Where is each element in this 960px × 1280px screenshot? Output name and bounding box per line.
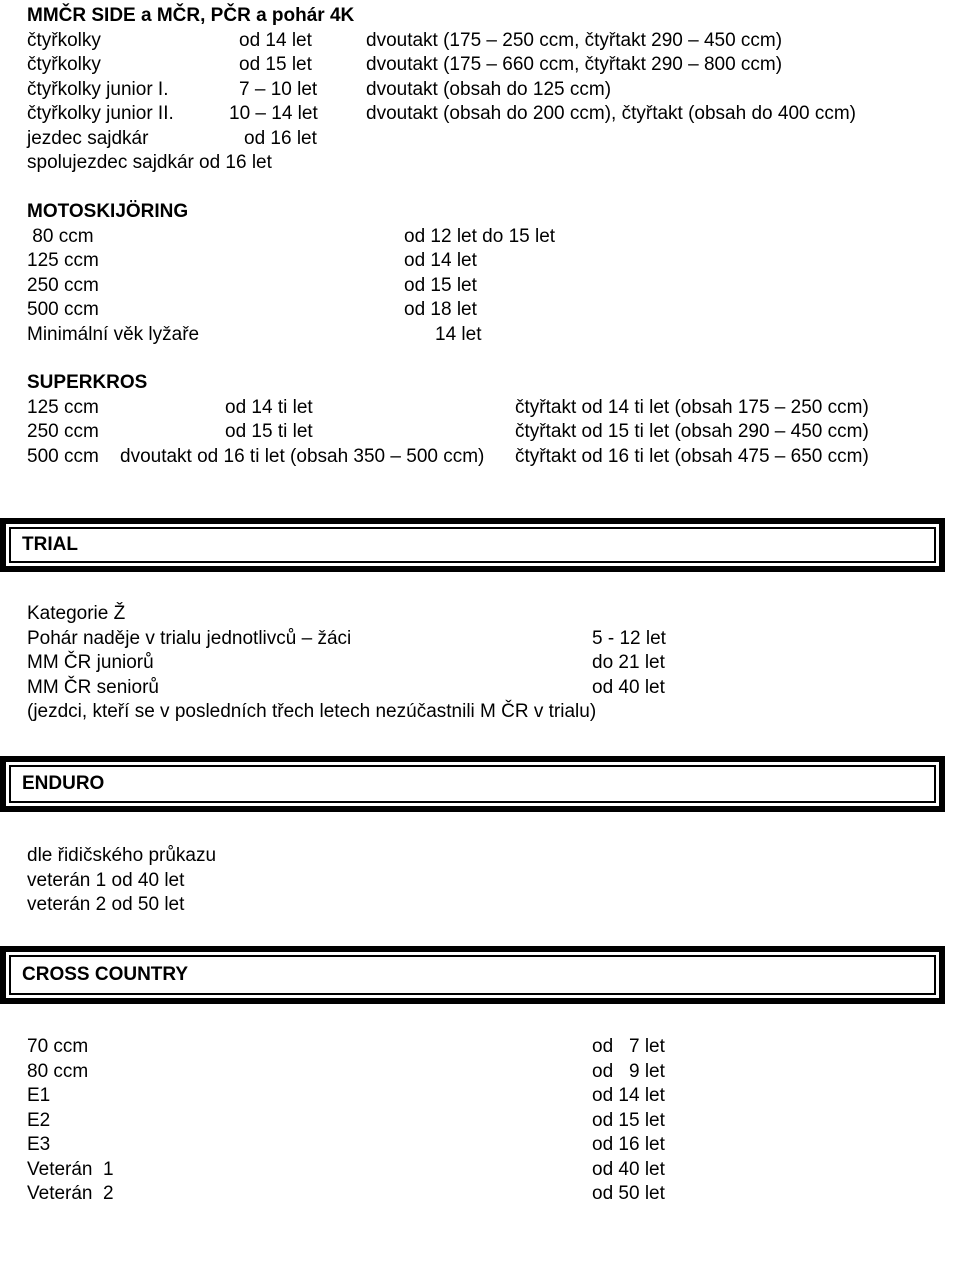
trial-note: (jezdci, kteří se v posledních třech letech nezúčastnili M ČR v trialu) [27, 701, 597, 722]
cross-country-age: od 9 let [592, 1060, 665, 1082]
motoskijoring-class: 80 ccm [27, 225, 94, 247]
motoskijoring-row [27, 249, 952, 274]
trial-category: Pohár naděje v trialu jednotlivců – žáci [27, 627, 352, 649]
cross-country-row [27, 1109, 952, 1134]
superkros-row [27, 420, 952, 445]
cross-country-class: E3 [27, 1134, 51, 1155]
superkros-fourstroke: čtyřtakt od 15 ti let (obsah 290 – 450 ccm) [515, 421, 869, 442]
cross-country-row [27, 1060, 952, 1085]
enduro-row [27, 893, 952, 918]
superkros-section [27, 371, 952, 469]
enduro-heading: ENDURO [9, 765, 936, 803]
cross-country-age: od 16 let [592, 1134, 665, 1155]
mmcr-category: čtyřkolky junior II. [27, 103, 174, 124]
enduro-section [27, 844, 952, 918]
mmcr-engine: dvoutakt (175 – 250 ccm, čtyřtakt 290 – 450 ccm) [366, 29, 783, 51]
trial-row [27, 602, 952, 627]
superkros-heading: SUPERKROS [27, 372, 148, 393]
mmcr-section [27, 4, 952, 176]
trial-category: Kategorie Ž [27, 603, 126, 624]
cross-country-class: 70 ccm [27, 1036, 89, 1057]
trial-age: 5 - 12 let [592, 627, 666, 649]
trial-heading-box [0, 518, 945, 572]
trial-age: do 21 let [592, 652, 665, 673]
cross-country-age: od 40 let [592, 1158, 665, 1180]
motoskijoring-row [27, 298, 952, 323]
mmcr-row [27, 102, 952, 127]
mmcr-engine: dvoutakt (obsah do 200 ccm), čtyřtakt (obsah do 400 ccm) [366, 103, 857, 124]
superkros-twostroke: dvoutakt od 16 ti let (obsah 350 – 500 ccm) [120, 445, 485, 467]
mmcr-category: jezdec sajdkár [27, 127, 149, 149]
enduro-row [27, 844, 952, 869]
superkros-row [27, 445, 952, 470]
cross-country-row [27, 1035, 952, 1060]
mmcr-row [27, 151, 952, 176]
mmcr-category: čtyřkolky [27, 29, 101, 51]
mmcr-age: od 15 let [239, 54, 312, 75]
motoskijoring-row [27, 225, 952, 250]
superkros-class: 125 ccm [27, 396, 99, 418]
mmcr-age: od 14 let [239, 29, 312, 51]
enduro-heading-box [0, 756, 945, 812]
cross-country-row [27, 1133, 952, 1158]
cross-country-class: E1 [27, 1085, 51, 1106]
cross-country-row [27, 1084, 952, 1109]
motoskijoring-heading: MOTOSKIJÖRING [27, 201, 189, 222]
cross-country-class: E2 [27, 1109, 51, 1131]
cross-country-class: Veterán 2 [27, 1183, 114, 1204]
motoskijoring-age: od 14 let [404, 250, 477, 271]
mmcr-category: čtyřkolky [27, 54, 101, 75]
trial-row [27, 651, 952, 676]
cross-country-row [27, 1182, 952, 1207]
trial-row [27, 700, 952, 725]
superkros-class: 500 ccm [27, 445, 99, 467]
trial-category: MM ČR juniorů [27, 652, 154, 673]
enduro-item: dle řidičského průkazu [27, 845, 217, 866]
trial-heading: TRIAL [9, 527, 936, 563]
trial-category: MM ČR seniorů [27, 676, 159, 698]
mmcr-category: čtyřkolky junior I. [27, 78, 169, 100]
trial-row [27, 627, 952, 652]
motoskijoring-row [27, 274, 952, 299]
cross-country-class: Veterán 1 [27, 1158, 114, 1180]
mmcr-row [27, 78, 952, 103]
cross-country-age: od 50 let [592, 1183, 665, 1204]
trial-row [27, 676, 952, 701]
mmcr-engine: dvoutakt (obsah do 125 ccm) [366, 78, 612, 100]
mmcr-age: od 16 let [244, 127, 317, 149]
mmcr-row [27, 53, 952, 78]
motoskijoring-age: 14 let [435, 323, 482, 345]
cross-country-age: od 15 let [592, 1109, 665, 1131]
motoskijoring-row [27, 323, 952, 348]
superkros-twostroke: od 14 ti let [225, 396, 313, 418]
cross-country-heading: CROSS COUNTRY [9, 955, 936, 995]
mmcr-row [27, 29, 952, 54]
trial-age: od 40 let [592, 676, 665, 698]
superkros-row [27, 396, 952, 421]
motoskijoring-class: 500 ccm [27, 299, 99, 320]
mmcr-row [27, 127, 952, 152]
motoskijoring-class: 250 ccm [27, 274, 99, 296]
motoskijoring-age: od 15 let [404, 274, 477, 296]
motoskijoring-age: od 18 let [404, 299, 477, 320]
mmcr-heading: MMČR SIDE a MČR, PČR a pohár 4K [27, 5, 355, 26]
mmcr-category: spolujezdec sajdkár [27, 152, 194, 173]
superkros-class: 250 ccm [27, 421, 99, 442]
motoskijoring-age: od 12 let do 15 let [404, 225, 556, 247]
cross-country-age: od 7 let [592, 1036, 665, 1057]
cross-country-class: 80 ccm [27, 1060, 89, 1082]
superkros-twostroke: od 15 ti let [225, 421, 313, 442]
motoskijoring-section [27, 200, 952, 347]
mmcr-age: 7 – 10 let [239, 78, 318, 100]
trial-section [27, 602, 952, 725]
cross-country-heading-box [0, 946, 945, 1004]
motoskijoring-class: 125 ccm [27, 250, 99, 271]
cross-country-row [27, 1158, 952, 1183]
motoskijoring-class: Minimální věk lyžaře [27, 323, 200, 345]
enduro-item: veterán 1 od 40 let [27, 869, 185, 891]
cross-country-age: od 14 let [592, 1085, 665, 1106]
superkros-fourstroke: čtyřtakt od 16 ti let (obsah 475 – 650 ccm) [515, 445, 869, 467]
mmcr-engine: dvoutakt (175 – 660 ccm, čtyřtakt 290 – 800 ccm) [366, 54, 783, 75]
mmcr-age: 10 – 14 let [229, 103, 318, 124]
superkros-fourstroke: čtyřtakt od 14 ti let (obsah 175 – 250 ccm) [515, 396, 869, 418]
enduro-item: veterán 2 od 50 let [27, 894, 185, 915]
cross-country-section [27, 1035, 952, 1207]
mmcr-age: od 16 let [199, 152, 272, 173]
enduro-row [27, 869, 952, 894]
